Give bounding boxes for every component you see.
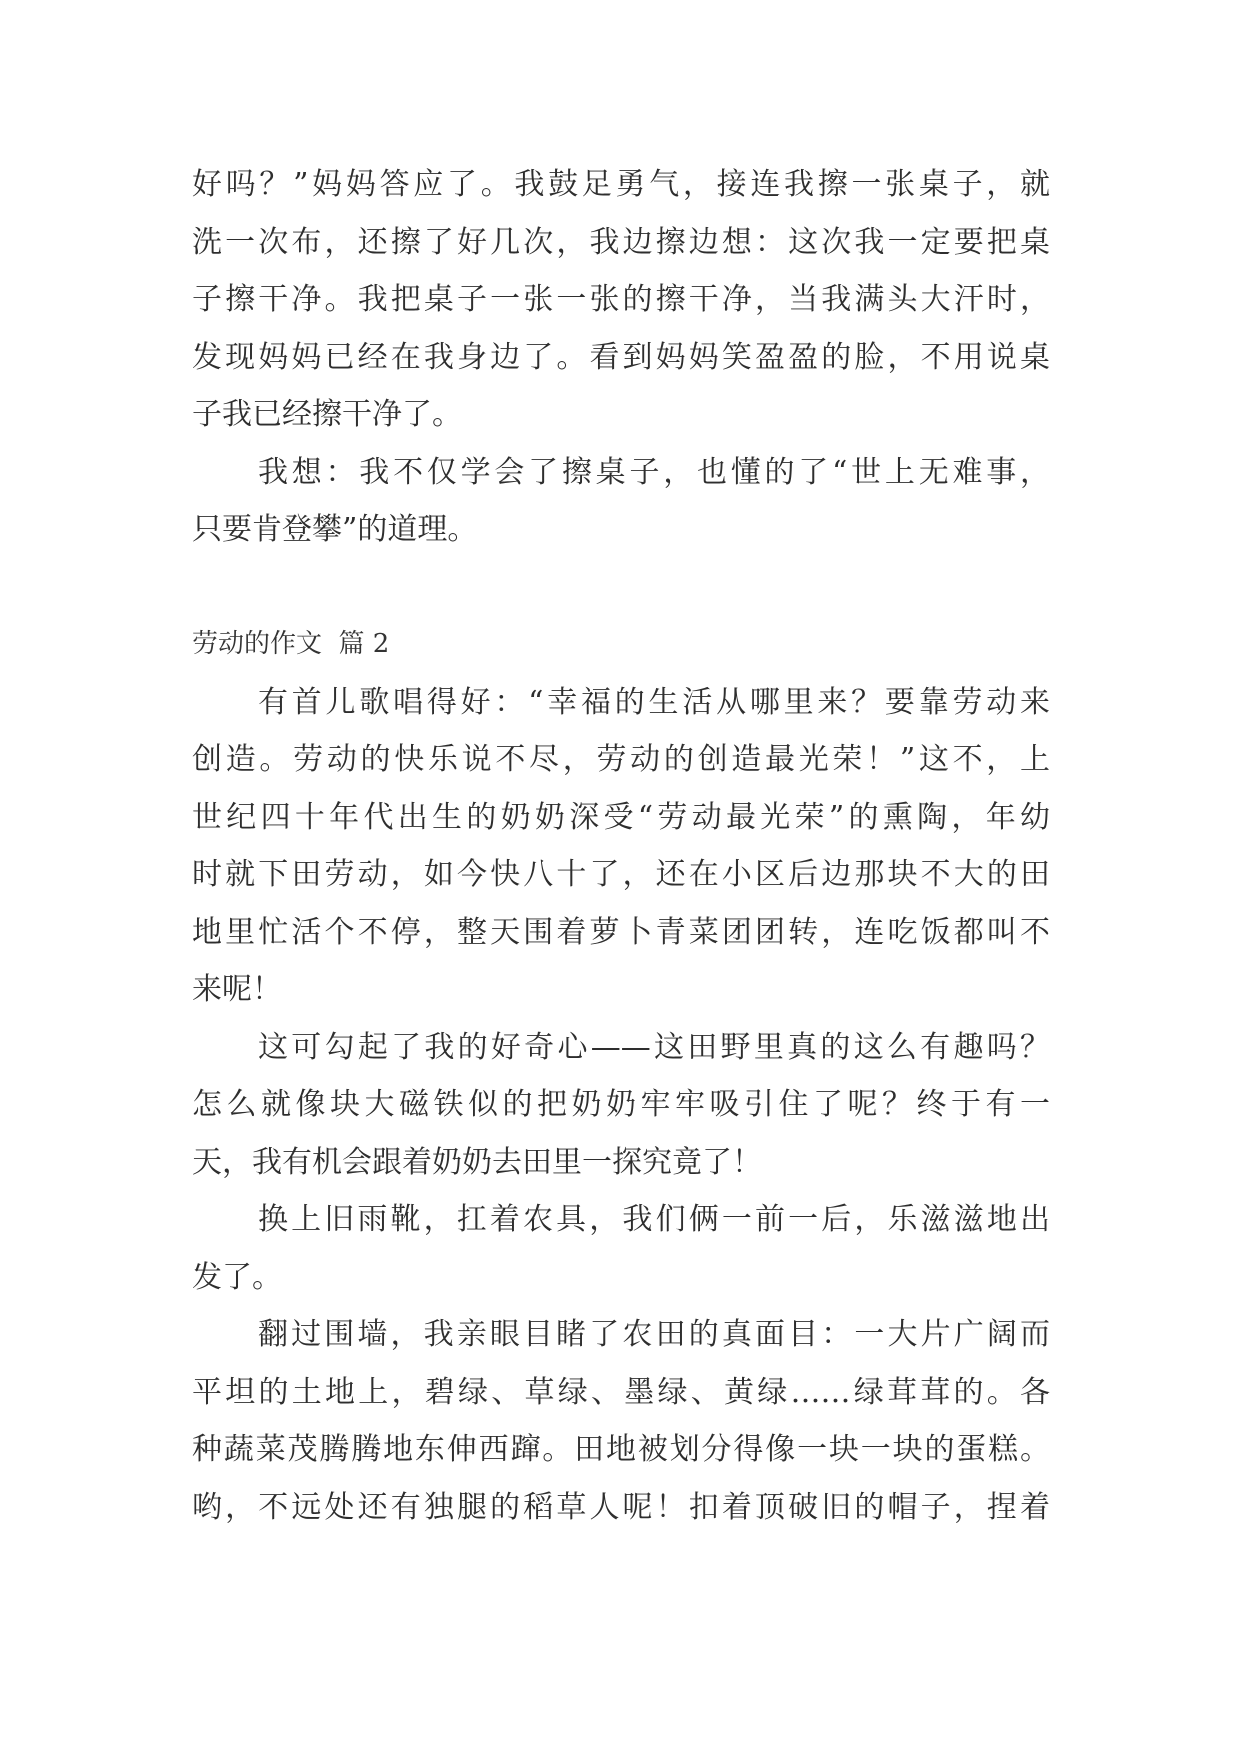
text-line: 天，我有机会跟着奶奶去田里一探究竟了！	[192, 1144, 762, 1180]
text-line: 子擦干净。我把桌子一张一张的擦干净，当我满头大汗时，	[192, 282, 1050, 317]
text-line: 世纪四十年代出生的奶奶深受“劳动最光荣”的熏陶，年幼	[192, 799, 1050, 835]
text-line: 只要肯登攀”的道理。	[192, 512, 478, 547]
text-line: 我想：我不仅学会了擦桌子，也懂的了“世上无难事，	[258, 454, 1050, 490]
text-line: 好吗？”妈妈答应了。我鼓足勇气，接连我擦一张桌子，就	[192, 167, 1050, 202]
text-line: 创造。劳动的快乐说不尽，劳动的创造最光荣！”这不，上	[192, 742, 1050, 777]
paragraph	[192, 1306, 1050, 1536]
paragraph	[192, 156, 1050, 444]
text-line: 子我已经擦干净了。	[192, 397, 462, 432]
text-line: 时就下田劳动，如今快八十了，还在小区后边那块不大的田	[192, 857, 1050, 892]
section-spacer	[192, 559, 1050, 617]
text-line: 发了。	[192, 1259, 282, 1295]
text-line: 哟，不远处还有独腿的稻草人呢！扣着顶破旧的帽子，捏着	[192, 1489, 1050, 1525]
text-line: 来呢！	[192, 972, 282, 1007]
text-line: 这可勾起了我的好奇心——这田野里真的这么有趣吗？	[258, 1029, 1050, 1065]
paragraph	[192, 1019, 1050, 1192]
text-line: 平坦的土地上，碧绿、草绿、墨绿、黄绿……绿茸茸的。各	[192, 1374, 1050, 1410]
document-body	[192, 156, 1050, 1536]
paragraph	[192, 1191, 1050, 1306]
text-line: 换上旧雨靴，扛着农具，我们俩一前一后，乐滋滋地出	[258, 1202, 1050, 1237]
text-line: 翻过围墙，我亲眼目睹了农田的真面目：一大片广阔而	[258, 1317, 1050, 1352]
text-line: 怎么就像块大磁铁似的把奶奶牢牢吸引住了呢？终于有一	[192, 1087, 1050, 1122]
text-line: 种蔬菜茂腾腾地东伸西蹿。田地被划分得像一块一块的蛋糕。	[192, 1432, 1050, 1467]
text-line: 发现妈妈已经在我身边了。看到妈妈笑盈盈的脸，不用说桌	[192, 339, 1050, 375]
paragraph	[192, 674, 1050, 1019]
paragraph	[192, 444, 1050, 559]
text-line: 洗一次布，还擦了好几次，我边擦边想：这次我一定要把桌	[192, 224, 1050, 260]
section-heading: 劳动的作文 篇 2	[192, 629, 390, 659]
text-line: 地里忙活个不停，整天围着萝卜青菜团团转，连吃饭都叫不	[192, 914, 1050, 950]
text-line: 有首儿歌唱得好：“幸福的生活从哪里来？要靠劳动来	[258, 684, 1050, 720]
